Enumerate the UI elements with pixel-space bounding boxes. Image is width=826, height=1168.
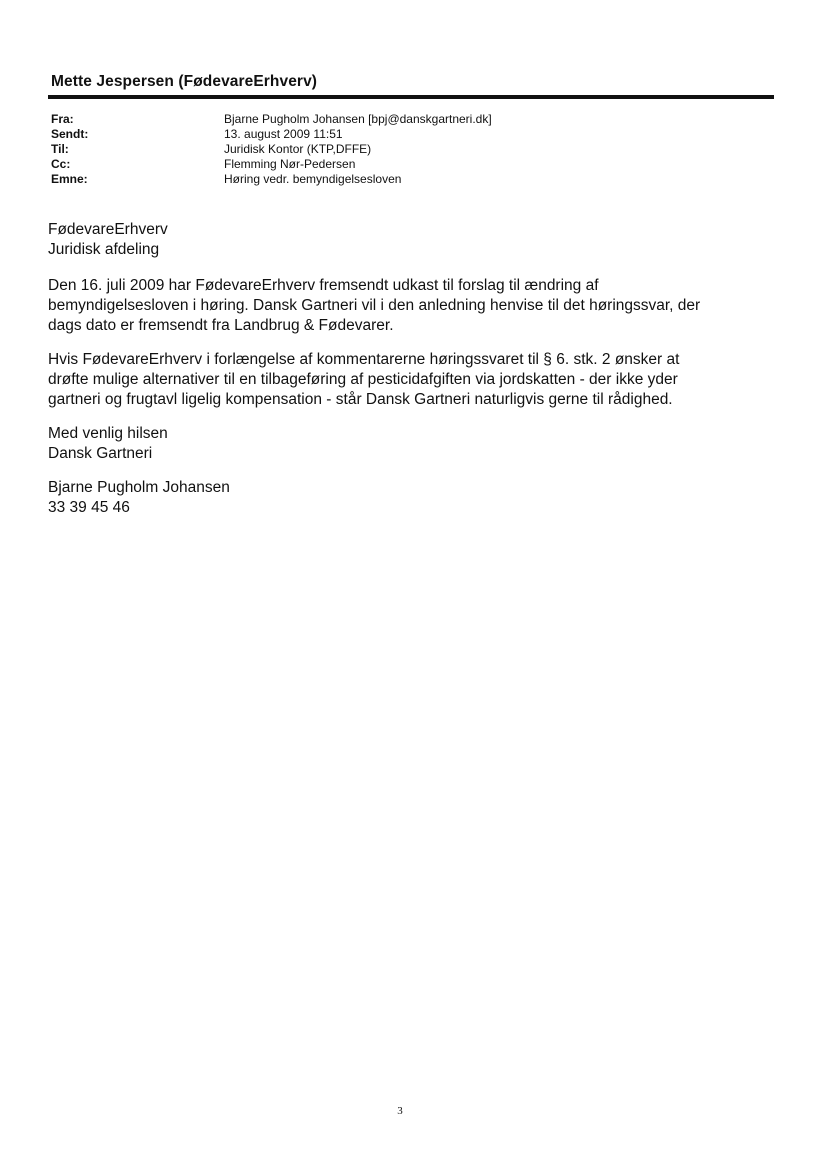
paragraph-line: Hvis FødevareErhverv i forlængelse af kommentarerne høringssvaret til § 6. stk. 2 ønsker at (48, 351, 680, 368)
addressee-line: FødevareErhverv (48, 221, 168, 238)
addressee-block (48, 220, 168, 260)
signature-block (48, 478, 230, 518)
paragraph-line: Den 16. juli 2009 har FødevareErhverv fremsendt udkast til forslag til ændring af (48, 277, 599, 294)
meta-row-cc (51, 157, 751, 172)
meta-row-from (51, 112, 751, 127)
meta-label-from: Fra: (51, 112, 74, 126)
closing-line: Dansk Gartneri (48, 445, 153, 462)
meta-value-from: Bjarne Pugholm Johansen [bpj@danskgartneri.dk] (224, 112, 492, 126)
closing-block (48, 424, 168, 464)
paragraph-line: drøfte mulige alternativer til en tilbageføring af pesticidafgiften via jordskatten - der ikke yder (48, 371, 678, 388)
body-paragraph-1 (48, 276, 700, 336)
meta-row-sent (51, 127, 751, 142)
meta-value-cc: Flemming Nør-Pedersen (224, 157, 356, 171)
signature-name: Bjarne Pugholm Johansen (48, 479, 230, 496)
paragraph-line: dags dato er fremsendt fra Landbrug & Fødevarer. (48, 317, 394, 334)
meta-label-to: Til: (51, 142, 69, 156)
header-divider (48, 95, 774, 99)
meta-value-subject: Høring vedr. bemyndigelsesloven (224, 172, 402, 186)
meta-value-to: Juridisk Kontor (KTP,DFFE) (224, 142, 372, 156)
addressee-line: Juridisk afdeling (48, 241, 160, 258)
paragraph-line: gartneri og frugtavl ligelig kompensation - står Dansk Gartneri naturligvis gerne til rådighed. (48, 391, 673, 408)
mailbox-owner-name: Mette Jespersen (FødevareErhverv) (51, 73, 318, 90)
page-number: 3 (397, 1105, 403, 1117)
meta-label-subject: Emne: (51, 172, 88, 186)
body-paragraph-2 (48, 350, 679, 410)
closing-line: Med venlig hilsen (48, 425, 168, 442)
signature-phone: 33 39 45 46 (48, 499, 130, 516)
meta-value-sent: 13. august 2009 11:51 (224, 127, 343, 141)
meta-label-sent: Sendt: (51, 127, 89, 141)
meta-row-subject (51, 172, 751, 187)
paragraph-line: bemyndigelsesloven i høring. Dansk Gartneri vil i den anledning henvise til det høringssvar, der (48, 297, 701, 314)
email-meta-block (51, 112, 751, 187)
meta-label-cc: Cc: (51, 157, 71, 171)
meta-row-to (51, 142, 751, 157)
